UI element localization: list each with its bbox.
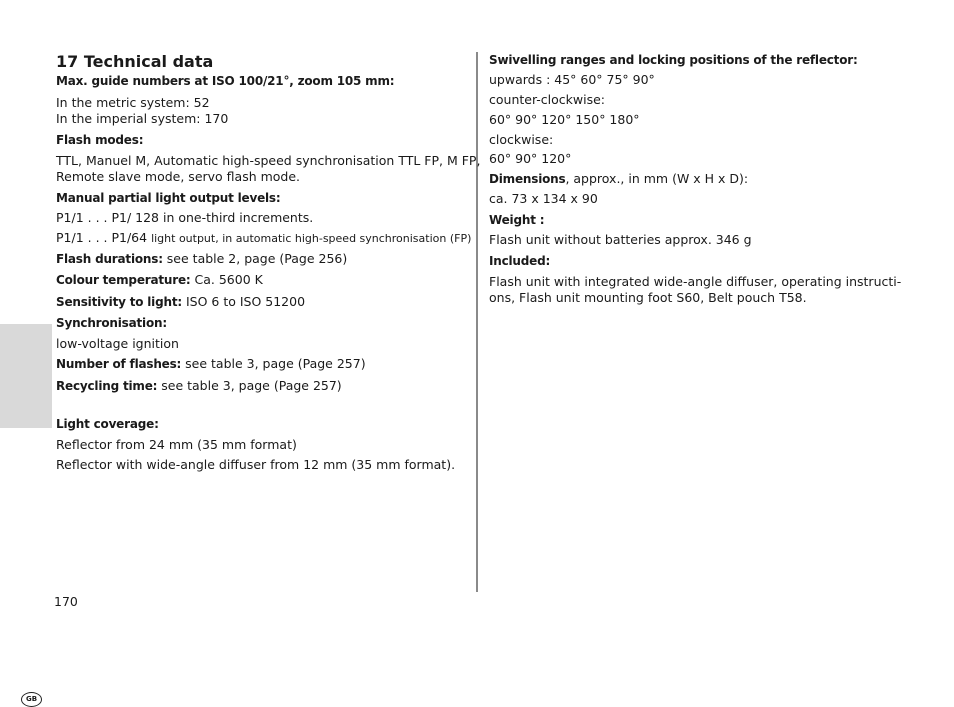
flash-modes-line2: Remote slave mode, servo flash mode. bbox=[56, 169, 301, 184]
coverage-heading: Light coverage: bbox=[56, 417, 159, 431]
sensitivity-value: ISO 6 to ISO 51200 bbox=[185, 294, 306, 309]
swivel-ccw-values: 60° 90° 120° 150° 180° bbox=[489, 112, 640, 127]
weight-value: Flash unit without batteries approx. 346 g bbox=[489, 232, 752, 247]
included-line1: Flash unit with integrated wide-angle diffuser, operating instructi- bbox=[489, 274, 902, 289]
weight-heading: Weight : bbox=[489, 213, 545, 227]
language-badge: GB bbox=[21, 692, 42, 707]
dimensions-text: , approx., in mm (W x H x D): bbox=[565, 171, 749, 186]
recycling-row bbox=[56, 378, 342, 394]
number-row bbox=[56, 356, 366, 372]
durations-label: Flash durations: bbox=[56, 252, 163, 266]
recycling-value: see table 3, page (Page 257) bbox=[161, 378, 342, 393]
dimensions-row bbox=[489, 171, 748, 187]
durations-row bbox=[56, 251, 347, 267]
swivel-upwards: upwards : 45° 60° 75° 90° bbox=[489, 72, 655, 87]
language-tab bbox=[0, 324, 52, 703]
partial-line2 bbox=[56, 230, 471, 247]
partial-line2-note: light output, in automatic high-speed synchronisation (FP) bbox=[151, 232, 472, 245]
number-label: Number of flashes: bbox=[56, 357, 182, 371]
number-value: see table 3, page (Page 257) bbox=[185, 356, 366, 371]
column-divider bbox=[476, 52, 478, 592]
colour-value: Ca. 5600 K bbox=[194, 272, 263, 287]
page-number: 170 bbox=[54, 594, 78, 609]
swivel-ccw-label: counter-clockwise: bbox=[489, 92, 606, 107]
guide-heading: Max. guide numbers at ISO 100/21°, zoom 105 mm: bbox=[56, 74, 395, 88]
dimensions-label: Dimensions bbox=[489, 172, 566, 186]
partial-line2-range: P1/1 . . . P1/64 bbox=[56, 230, 148, 245]
included-heading: Included: bbox=[489, 254, 551, 268]
durations-value: see table 2, page (Page 256) bbox=[166, 251, 348, 266]
guide-metric: In the metric system: 52 bbox=[56, 95, 210, 110]
sensitivity-label: Sensitivity to light: bbox=[56, 295, 182, 309]
flash-modes-heading: Flash modes: bbox=[56, 133, 144, 147]
swivel-cw-label: clockwise: bbox=[489, 132, 554, 147]
recycling-label: Recycling time: bbox=[56, 379, 158, 393]
page-title: 17 Technical data bbox=[56, 52, 214, 71]
partial-heading: Manual partial light output levels: bbox=[56, 191, 281, 205]
coverage-line1: Reflector from 24 mm (35 mm format) bbox=[56, 437, 297, 452]
sync-value: low-voltage ignition bbox=[56, 336, 179, 351]
flash-modes-line1: TTL, Manuel M, Automatic high-speed synchronisation TTL FP, M FP, bbox=[56, 153, 481, 168]
sync-heading: Synchronisation: bbox=[56, 316, 167, 330]
swivel-heading: Swivelling ranges and locking positions of the reflector: bbox=[489, 53, 858, 67]
swivel-cw-values: 60° 90° 120° bbox=[489, 151, 572, 166]
sensitivity-row bbox=[56, 294, 305, 310]
guide-imperial: In the imperial system: 170 bbox=[56, 111, 229, 126]
dimensions-value: ca. 73 x 134 x 90 bbox=[489, 191, 598, 206]
colour-row bbox=[56, 272, 263, 288]
coverage-line2: Reflector with wide-angle diffuser from 12 mm (35 mm format). bbox=[56, 457, 456, 472]
colour-label: Colour temperature: bbox=[56, 273, 191, 287]
included-line2: ons, Flash unit mounting foot S60, Belt pouch T58. bbox=[489, 290, 807, 305]
partial-line1: P1/1 . . . P1/ 128 in one-third increments. bbox=[56, 210, 314, 225]
